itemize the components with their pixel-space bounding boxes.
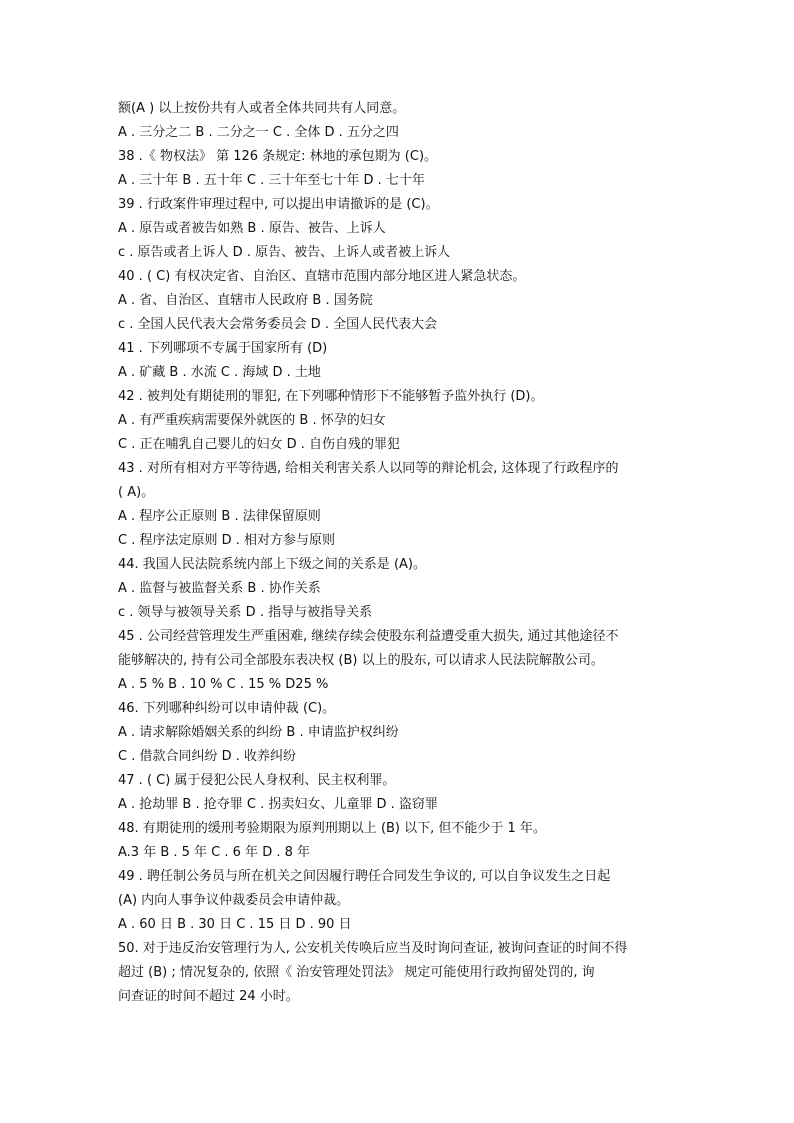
text-line: 50. 对于违反治安管理行为人, 公安机关传唤后应当及时询问查证, 被询问查证的时间不得 — [118, 941, 628, 956]
text-line: 42 . 被判处有期徒刑的罪犯, 在下列哪种情形下不能够暂予监外执行 (D)。 — [118, 389, 544, 404]
text-line: A . 抢劫罪 B . 抢夺罪 C . 拐卖妇女、儿童罪 D . 盗窃罪 — [118, 797, 438, 812]
text-line: 45 . 公司经营管理发生严重困难, 继续存续会使股东利益遭受重大损失, 通过其他途径不 — [118, 629, 619, 644]
text-line: 38 .《 物权法》 第 126 条规定: 林地的承包期为 (C)。 — [118, 149, 438, 164]
text-line: 47 . ( C) 属于侵犯公民人身权利、民主权利罪。 — [118, 773, 396, 788]
text-line: A . 原告或者被告如熟 B . 原告、被告、上诉人 — [118, 221, 386, 236]
text-line: A . 三十年 B . 五十年 C . 三十年至七十年 D . 七十年 — [118, 173, 425, 188]
text-line: c . 全国人民代表大会常务委员会 D . 全国人民代表大会 — [118, 317, 438, 332]
text-line: C . 程序法定原则 D . 相对方参与原则 — [118, 533, 336, 548]
text-line: 49 . 聘任制公务员与所在机关之间因履行聘任合同发生争议的, 可以自争议发生之日起 — [118, 869, 611, 884]
text-line: A.3 年 B . 5 年 C . 6 年 D . 8 年 — [118, 845, 311, 860]
text-line: A . 有严重疾病需要保外就医的 B . 怀孕的妇女 — [118, 413, 386, 428]
document-body — [118, 97, 683, 1009]
text-line: C . 正在哺乳自己婴儿的妇女 D . 自伤自残的罪犯 — [118, 437, 401, 452]
text-line: A . 三分之二 B . 二分之一 C . 全体 D . 五分之四 — [118, 125, 399, 140]
text-line: 额(A ) 以上按份共有人或者全体共同共有人同意。 — [118, 101, 406, 116]
text-line: ( A)。 — [118, 485, 155, 500]
text-line: c . 原告或者上诉人 D . 原告、被告、上诉人或者被上诉人 — [118, 245, 451, 260]
text-line: 问查证的时间不超过 24 小时。 — [118, 989, 299, 1004]
text-line: A . 5 % B . 10 % C . 15 % D25 % — [118, 677, 329, 692]
text-line: 44. 我国人民法院系统内部上下级之间的关系是 (A)。 — [118, 557, 426, 572]
text-line: A . 矿藏 B . 水流 C . 海域 D . 土地 — [118, 365, 321, 380]
text-line: C . 借款合同纠纷 D . 收养纠纷 — [118, 749, 297, 764]
text-line: 超过 (B) ; 情况复杂的, 依照《 治安管理处罚法》 规定可能使用行政拘留处罚的, 询 — [118, 965, 595, 980]
text-line: 41 . 下列哪项不专属于国家所有 (D) — [118, 341, 328, 356]
text-line: 48. 有期徒刑的缓刑考验期限为原判刑期以上 (B) 以下, 但不能少于 1 年。 — [118, 821, 546, 836]
text-line: 40 . ( C) 有权决定省、自治区、直辖市范围内部分地区进人紧急状态。 — [118, 269, 526, 284]
text-line: A . 省、自治区、直辖市人民政府 B . 国务院 — [118, 293, 373, 308]
text-line: 能够解决的, 持有公司全部股东表决权 (B) 以上的股东, 可以请求人民法院解散公司。 — [118, 653, 604, 668]
text-line: 43 . 对所有相对方平等待遇, 给相关利害关系人以同等的辩论机会, 这体现了行政程序的 — [118, 461, 619, 476]
text-line: c . 领导与被领导关系 D . 指导与被指导关系 — [118, 605, 373, 620]
text-line: 46. 下列哪种纠纷可以申请仲裁 (C)。 — [118, 701, 336, 716]
text-line: A . 60 日 B . 30 日 C . 15 日 D . 90 日 — [118, 917, 352, 932]
text-line: A . 请求解除婚姻关系的纠纷 B . 申请监护权纠纷 — [118, 725, 399, 740]
text-line: A . 程序公正原则 B . 法律保留原则 — [118, 509, 321, 524]
text-line: 39 . 行政案件审理过程中, 可以提出申请撤诉的是 (C)。 — [118, 197, 439, 212]
text-line: A . 监督与被监督关系 B . 协作关系 — [118, 581, 321, 596]
text-line: (A) 内向人事争议仲裁委员会申请仲裁。 — [118, 893, 350, 908]
